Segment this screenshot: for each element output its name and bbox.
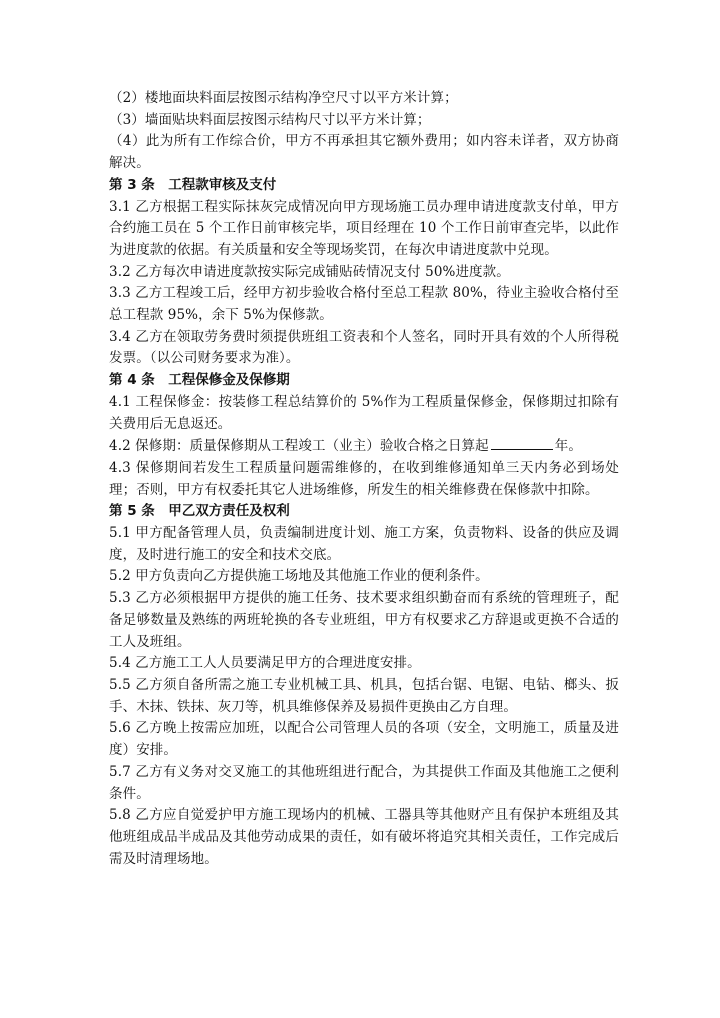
clause-2-4: （4）此为所有工作综合价，甲方不再承担其它额外费用；如内容未详者，双方协商解决。 xyxy=(109,133,619,172)
section-heading-4: 第 4 条 工程保修金及保修期 xyxy=(109,372,290,389)
clause-5-2: 5.2 甲方负责向乙方提供施工场地及其他施工作业的便利条件。 xyxy=(109,568,489,585)
section-heading-3: 第 3 条 工程款审核及支付 xyxy=(109,176,277,193)
clause-4-2 xyxy=(109,435,619,458)
clause-3-4: 3.4 乙方在领取劳务费时须提供班组工资表和个人签名，同时开具有效的个人所得税发票。（以公司财务要求为准）。 xyxy=(109,328,619,367)
clause-5-1: 5.1 甲方配备管理人员，负责编制进度计划、施工方案，负责物料、设备的供应及调度，及时进行施工的安全和技术交底。 xyxy=(109,525,619,563)
clause-4-2-suffix: 年。 xyxy=(554,438,582,455)
clause-3-2: 3.2 乙方每次申请进度款按实际完成铺贴砖情况支付 50%进度款。 xyxy=(109,263,510,280)
clause-5-7: 5.7 乙方有义务对交叉施工的其他班组进行配合，为其提供工作面及其他施工之便利条件。 xyxy=(109,763,619,802)
clause-4-2-text: 4.2 保修期：质量保修期从工程竣工（业主）验收合格之日算起 xyxy=(109,438,489,455)
clause-3-3: 3.3 乙方工程竣工后，经甲方初步验收合格付至总工程款 80%，待业主验收合格付至总工程款 95%，余下 5%为保修款。 xyxy=(109,285,619,324)
section-heading-5: 第 5 条 甲乙双方责任及权利 xyxy=(109,503,290,520)
clause-3-1: 3.1 乙方根据工程实际抹灰完成情况向甲方现场施工员办理申请进度款支付单，甲方合约施工员在 5 个工作日前审核完毕，项目经理在 10 个工作日前审查完毕，以此作为进度款的依据。有关质量和安全等现场奖罚，在每次申请进度款中兑现。 xyxy=(109,198,619,258)
clause-5-4: 5.4 乙方施工工人人员要满足甲方的合理进度安排。 xyxy=(109,655,421,672)
clause-4-3: 4.3 保修期间若发生工程质量问题需维修的，在收到维修通知单三天内务必到场处理；否则，甲方有权委托其它人进场维修，所发生的相关维修费在保修款中扣除。 xyxy=(109,459,619,498)
clause-5-6: 5.6 乙方晚上按需应加班，以配合公司管理人员的各项（安全，文明施工，质量及进度）安排。 xyxy=(109,720,619,759)
clause-2-3: （3）墙面贴块料面层按图示结构尺寸以平方米计算； xyxy=(109,111,431,128)
clause-2-2: （2）楼地面块料面层按图示结构净空尺寸以平方米计算； xyxy=(109,90,458,106)
contract-document xyxy=(109,88,619,870)
fill-in-blank-line xyxy=(491,435,553,450)
clause-5-5: 5.5 乙方须自备所需之施工专业机械工具、机具，包括台锯、电锯、电钻、榔头、扳手、木抹、铁抹、灰刀等，机具维修保养及易损件更换由乙方自理。 xyxy=(109,676,619,715)
clause-5-8: 5.8 乙方应自觉爱护甲方施工现场内的机械、工器具等其他财产且有保护本班组及其他班组成品半成品及其他劳动成果的责任，如有破坏将追究其相关责任，工作完成后需及时清理场地。 xyxy=(109,807,619,867)
clause-5-3: 5.3 乙方必须根据甲方提供的施工任务、技术要求组织勤奋而有系统的管理班子，配备足够数量及熟练的两班轮换的各专业班组，甲方有权要求乙方辞退或更换不合适的工人及班组。 xyxy=(109,590,619,650)
clause-4-1: 4.1 工程保修金：按装修工程总结算价的 5%作为工程质量保修金，保修期过扣除有关费用后无息返还。 xyxy=(109,393,619,432)
